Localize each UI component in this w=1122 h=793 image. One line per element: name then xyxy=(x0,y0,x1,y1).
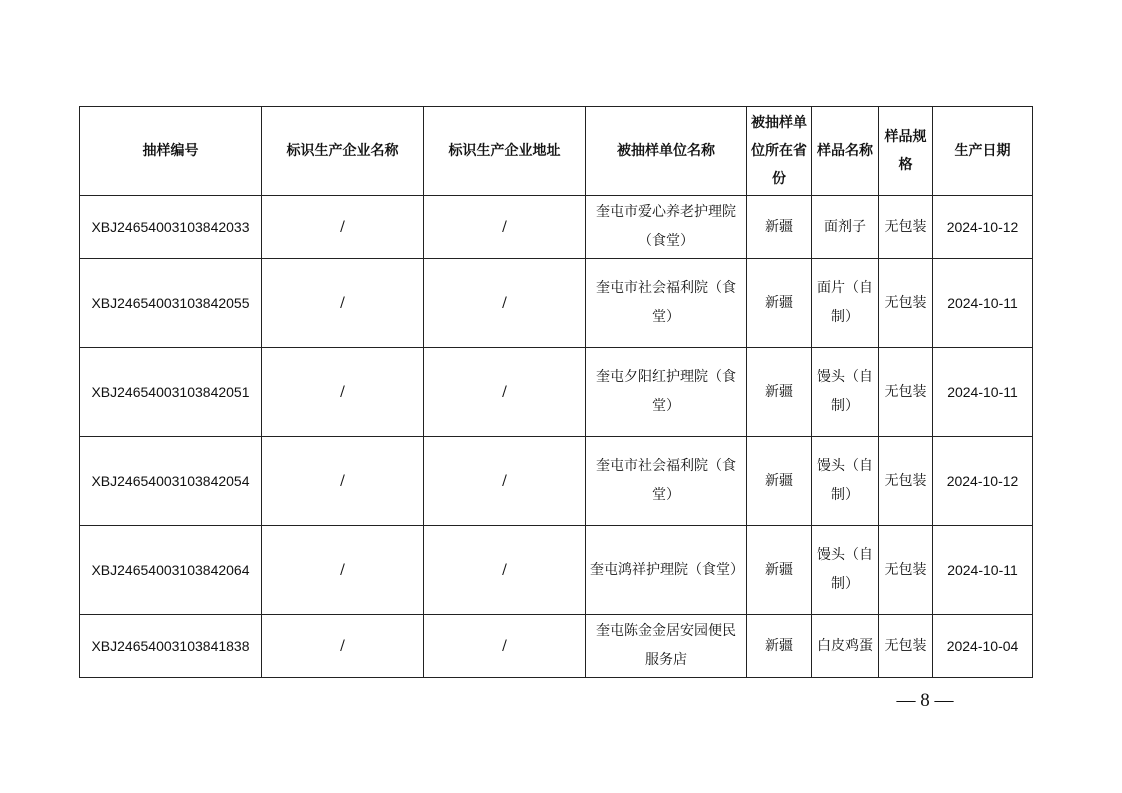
sampled-unit-cell: 奎屯夕阳红护理院（食堂） xyxy=(586,348,747,437)
sample-name-cell: 馒头（自制） xyxy=(812,437,879,526)
header-sampled-unit: 被抽样单位名称 xyxy=(586,107,747,196)
sampled-unit-cell: 奎屯市社会福利院（食堂） xyxy=(586,259,747,348)
sampled-unit-cell: 奎屯鸿祥护理院（食堂） xyxy=(586,526,747,615)
province-cell: 新疆 xyxy=(747,526,812,615)
table-row xyxy=(80,259,1033,348)
province-cell: 新疆 xyxy=(747,348,812,437)
table-header-row xyxy=(80,107,1033,196)
sample-name-cell: 白皮鸡蛋 xyxy=(812,615,879,678)
province-cell: 新疆 xyxy=(747,259,812,348)
header-sample-name: 样品名称 xyxy=(812,107,879,196)
sampled-unit-cell: 奎屯陈金金居安园便民服务店 xyxy=(586,615,747,678)
sample-name-cell: 馒头（自制） xyxy=(812,348,879,437)
sampled-unit-cell: 奎屯市爱心养老护理院（食堂） xyxy=(586,196,747,259)
sample-code-cell: XBJ24654003103842033 xyxy=(80,196,262,259)
production-date-cell: 2024-10-11 xyxy=(933,348,1033,437)
page-number: — 8 — xyxy=(896,690,954,711)
manufacturer-name-cell: / xyxy=(262,259,424,348)
table-row xyxy=(80,348,1033,437)
spec-cell: 无包装 xyxy=(879,437,933,526)
production-date-cell: 2024-10-11 xyxy=(933,526,1033,615)
table-row xyxy=(80,526,1033,615)
province-cell: 新疆 xyxy=(747,196,812,259)
spec-cell: 无包装 xyxy=(879,348,933,437)
header-spec: 样品规格 xyxy=(879,107,933,196)
sample-name-cell: 面片（自制） xyxy=(812,259,879,348)
manufacturer-address-cell: / xyxy=(424,259,586,348)
table-row xyxy=(80,196,1033,259)
header-sample-code: 抽样编号 xyxy=(80,107,262,196)
production-date-cell: 2024-10-04 xyxy=(933,615,1033,678)
table-row xyxy=(80,437,1033,526)
sampling-table xyxy=(79,106,1033,678)
production-date-cell: 2024-10-12 xyxy=(933,437,1033,526)
manufacturer-address-cell: / xyxy=(424,348,586,437)
manufacturer-name-cell: / xyxy=(262,196,424,259)
manufacturer-address-cell: / xyxy=(424,615,586,678)
spec-cell: 无包装 xyxy=(879,615,933,678)
manufacturer-name-cell: / xyxy=(262,437,424,526)
header-production-date: 生产日期 xyxy=(933,107,1033,196)
table-row xyxy=(80,615,1033,678)
manufacturer-name-cell: / xyxy=(262,348,424,437)
spec-cell: 无包装 xyxy=(879,526,933,615)
sample-code-cell: XBJ24654003103842055 xyxy=(80,259,262,348)
sampled-unit-cell: 奎屯市社会福利院（食堂） xyxy=(586,437,747,526)
manufacturer-address-cell: / xyxy=(424,437,586,526)
manufacturer-name-cell: / xyxy=(262,615,424,678)
production-date-cell: 2024-10-12 xyxy=(933,196,1033,259)
spec-cell: 无包装 xyxy=(879,196,933,259)
manufacturer-address-cell: / xyxy=(424,196,586,259)
manufacturer-address-cell: / xyxy=(424,526,586,615)
production-date-cell: 2024-10-11 xyxy=(933,259,1033,348)
province-cell: 新疆 xyxy=(747,615,812,678)
sample-code-cell: XBJ24654003103842051 xyxy=(80,348,262,437)
sample-name-cell: 馒头（自制） xyxy=(812,526,879,615)
spec-cell: 无包装 xyxy=(879,259,933,348)
sample-name-cell: 面剂子 xyxy=(812,196,879,259)
header-province: 被抽样单位所在省份 xyxy=(747,107,812,196)
header-manufacturer-address: 标识生产企业地址 xyxy=(424,107,586,196)
sample-code-cell: XBJ24654003103842064 xyxy=(80,526,262,615)
manufacturer-name-cell: / xyxy=(262,526,424,615)
header-manufacturer-name: 标识生产企业名称 xyxy=(262,107,424,196)
province-cell: 新疆 xyxy=(747,437,812,526)
sample-code-cell: XBJ24654003103841838 xyxy=(80,615,262,678)
sample-code-cell: XBJ24654003103842054 xyxy=(80,437,262,526)
